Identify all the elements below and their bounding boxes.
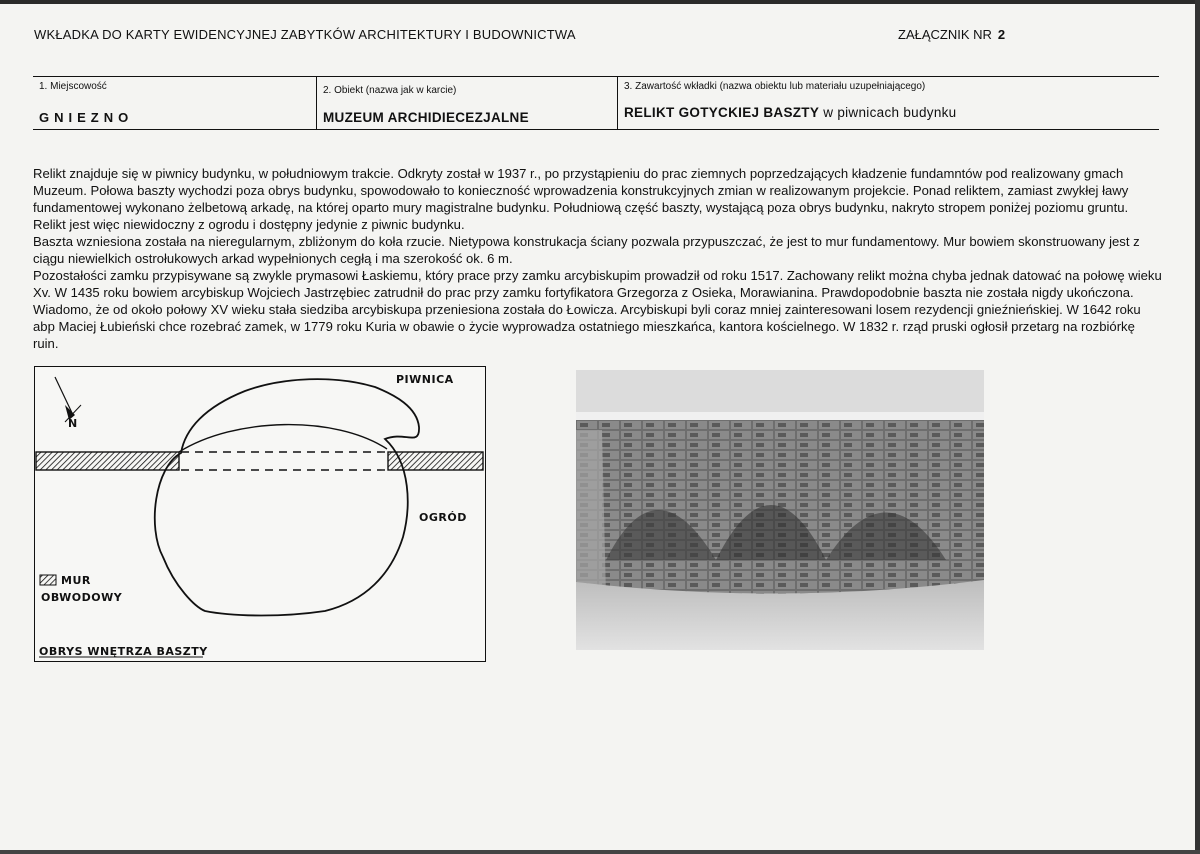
cellar-label: PIWNICA — [396, 373, 454, 386]
attachment-number — [898, 27, 1005, 42]
object-value: MUZEUM ARCHIDIECEZJALNE — [323, 110, 529, 125]
scan-edge-bottom — [0, 850, 1200, 854]
wall-left — [36, 452, 179, 470]
sketch-caption: OBRYS WNĘTRZA BASZTY — [39, 645, 208, 658]
north-label: N — [68, 417, 78, 430]
attachment-label: ZAŁĄCZNIK NR — [898, 27, 992, 42]
legend-hatch-icon — [40, 575, 56, 585]
object-label: 2. Obiekt (nazwa jak w karcie) — [323, 85, 457, 96]
object-cell — [316, 77, 618, 129]
tower-plan-sketch — [34, 366, 486, 662]
tower-outline — [155, 379, 419, 615]
wall-right — [388, 452, 483, 470]
legend-line1: MUR — [61, 574, 91, 587]
content-value-rest: w piwnicach budynku — [819, 105, 957, 120]
place-value: GNIEZNO — [39, 110, 134, 125]
north-arrow-icon — [55, 377, 81, 422]
tower-relic-photo — [576, 370, 984, 650]
content-value-bold: RELIKT GOTYCKIEJ BASZTY — [624, 105, 820, 120]
scan-edge-right — [1195, 0, 1200, 854]
arch-curve — [179, 425, 387, 452]
plan-drawing — [35, 367, 485, 661]
place-label: 1. Miejscowość — [39, 81, 107, 92]
scan-edge-top — [0, 0, 1200, 4]
paragraph-discovery: Relikt znajduje się w piwnicy budynku, w południowym trakcie. Odkryty został w 1937 r., po przystąpieniu do prac ziemnych poprzedzających kładzenie fundamntów pod realizowany gmach Muzeum. Połowa baszty wychodzi poza obrys budynku, spowodowało to konieczność wprowadzenia konstrukcyjnych zmian w realizowanym projekcie. Ponad reliktem, zamiast zwykłej ławy fundamentowej wykonano żelbetową arkadę, na której oparto mury magistralne budynku. Południową część baszty, wystającą poza obrys budynku, nakryto stropem poniżej poziomu gruntu. Relikt jest więc niewidoczny z ogrodu i dostępny jedynie z piwnic budynku. — [33, 166, 1129, 232]
content-cell — [617, 77, 1160, 129]
content-value — [624, 105, 957, 120]
legend-line2: OBWODOWY — [41, 591, 123, 604]
content-label: 3. Zawartość wkładki (nazwa obiektu lub materiału uzupełniającego) — [624, 81, 926, 92]
ceiling — [576, 370, 984, 418]
paragraph-construction: Baszta wzniesiona została na nieregularnym, zbliżonym do koła rzucie. Nietypowa konstrukacja ściany pozwala przypuszczać, że jest to mur fundamentowy. Mur bowiem skonstruowany jest z ciągu niewielkich ostrołukowych arkad wypełnionych cegłą i ma szerokość ok. 6 m. — [33, 234, 1140, 266]
description-text — [33, 165, 1163, 352]
photo-image — [576, 370, 984, 650]
form-header-table — [33, 76, 1159, 130]
document-title: WKŁADKA DO KARTY EWIDENCYJNEJ ZABYTKÓW ARCHITEKTURY I BUDOWNICTWA — [34, 27, 576, 42]
place-cell — [33, 77, 316, 129]
paragraph-history: Pozostałości zamku przypisywane są zwykle prymasowi Łaskiemu, który prace przy zamku arcybiskupim prowadził od roku 1517. Zachowany relikt można chyba jednak datować na połowę wieku Xv. W 1435 roku bowiem arcybiskup Wojciech Jastrzębiec zatrudnił do prac przy zamku fortyfikatora Grzegorza z Osieka, Morawianina. Prawdopodobnie baszta nie została nigdy ukończona. Wiadomo, że od około połowy XV wieku stała siedziba arcybiskupa przeniesiona została do Łowicza. Arcybiskupi byli coraz mniej zainteresowani losem rezydencji gnieźnieńskiej. W 1642 roku abp Maciej Łubieński chce rozebrać zamek, w 1779 roku Kuria w obawie o życie wyprowadza ostatniego mieszkańca, kantora kościelnego. W 1832 r. rząd pruski ogłosił przetarg na rozbiórkę ruin. — [33, 268, 1162, 351]
attachment-number-value: 2 — [997, 27, 1006, 42]
garden-label: OGRÓD — [419, 511, 467, 524]
